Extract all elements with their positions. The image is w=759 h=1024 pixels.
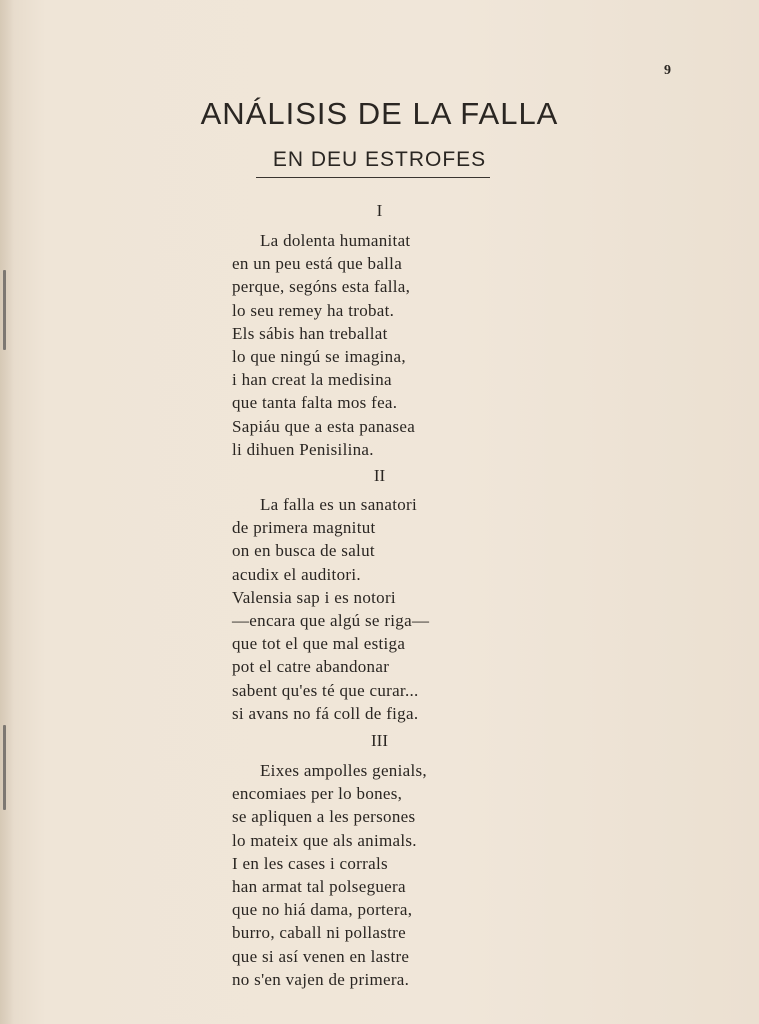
verse-line: encomiaes per lo bones, [232,784,403,804]
title-rule [256,177,490,178]
verse-line: Els sábis han treballat [232,323,388,343]
verse-line: La dolenta humanitat [260,231,411,250]
verse-line: en un peu está que balla [232,254,403,274]
verse-line: I en les cases i corrals [232,853,388,873]
verse-line: lo seu remey ha trobat. [232,300,395,320]
page-title: ANÁLISIS DE LA FALLA [200,96,559,131]
verse-line: Sapiáu que a esta panasea [232,416,416,436]
staple-top [3,270,6,350]
verse-line: que si así venen en lastre [232,946,410,966]
verse-line: que tanta falta mos fea. [232,393,398,413]
verse-line: si avans no fá coll de figa. [232,703,419,723]
verse-line: lo que ningú se imagina, [232,347,406,367]
page-subtitle: EN DEU ESTROFES [272,148,487,171]
verse-line: —encara que algú se riga— [232,611,430,631]
verse-line: no s'en vajen de primera. [232,969,410,989]
page-number: 9 [664,63,671,78]
verse-line: acudix el auditori. [232,564,361,584]
stanza [232,759,532,991]
verse-line: han armat tal polseguera [232,877,406,897]
verse-line: lo mateix que als animals. [232,830,417,850]
verse-line: on en busca de salut [232,541,375,561]
verse-line: Eixes ampolles genials, [260,761,427,780]
verse-line: li dihuen Penisilina. [232,439,374,459]
stanza-numeral: II [373,466,386,485]
verse-line: se apliquen a les persones [232,807,416,827]
verse-line: Valensia sap i es notori [232,587,396,607]
verse-line: pot el catre abandonar [232,657,390,677]
verse-line: i han creat la medisina [232,370,392,390]
verse-line: perque, segóns esta falla, [232,277,411,297]
stanza-numeral: III [371,731,388,750]
verse-line: La falla es un sanatori [260,495,418,514]
stanza [232,493,532,725]
verse-line: que no hiá dama, portera, [232,900,413,920]
verse-line: sabent qu'es té que curar... [232,680,419,700]
verse-line: de primera magnitut [232,518,376,538]
verse-line: que tot el que mal estiga [232,634,406,654]
stanza-numeral: I [376,201,383,220]
verse-line: burro, caball ni pollastre [232,923,406,943]
stanza [232,229,532,461]
